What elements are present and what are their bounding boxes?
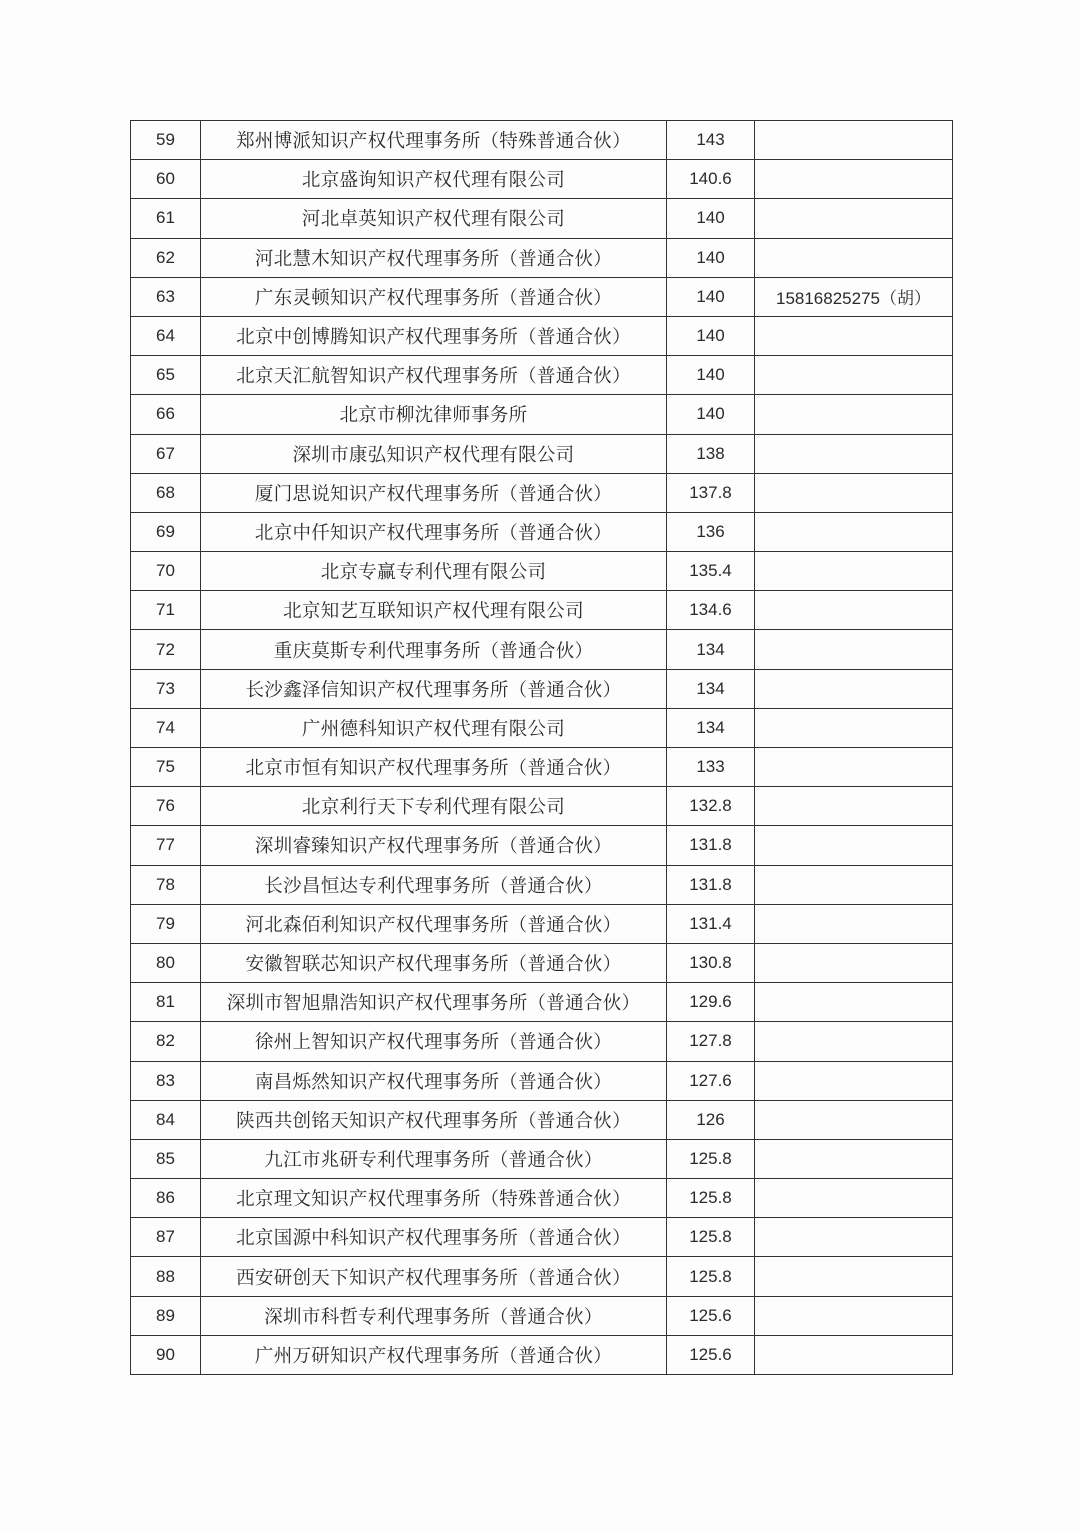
score-cell: 140.6 [667, 160, 755, 199]
rank-cell: 71 [131, 591, 201, 630]
table-row [131, 669, 953, 708]
table-row [131, 748, 953, 787]
contact-cell [755, 512, 953, 551]
contact-cell [755, 904, 953, 943]
score-cell: 125.8 [667, 1139, 755, 1178]
score-cell: 131.4 [667, 904, 755, 943]
rank-cell: 62 [131, 238, 201, 277]
contact-cell [755, 356, 953, 395]
score-cell: 137.8 [667, 473, 755, 512]
contact-cell [755, 395, 953, 434]
table-row [131, 199, 953, 238]
rank-cell: 80 [131, 943, 201, 982]
agency-name-cell: 广东灵顿知识产权代理事务所（普通合伙） [201, 277, 667, 316]
contact-cell [755, 1335, 953, 1374]
table-row [131, 1022, 953, 1061]
contact-cell [755, 1257, 953, 1296]
contact-cell [755, 943, 953, 982]
score-cell: 140 [667, 238, 755, 277]
rank-cell: 64 [131, 316, 201, 355]
table-row [131, 356, 953, 395]
score-cell: 134.6 [667, 591, 755, 630]
agency-name-cell: 北京中仟知识产权代理事务所（普通合伙） [201, 512, 667, 551]
table-row [131, 1335, 953, 1374]
score-cell: 127.6 [667, 1061, 755, 1100]
contact-cell [755, 1139, 953, 1178]
agency-name-cell: 郑州博派知识产权代理事务所（特殊普通合伙） [201, 121, 667, 160]
rank-cell: 81 [131, 983, 201, 1022]
contact-cell [755, 708, 953, 747]
score-cell: 127.8 [667, 1022, 755, 1061]
ranking-table-body [131, 121, 953, 1375]
table-row [131, 395, 953, 434]
table-row [131, 787, 953, 826]
agency-name-cell: 长沙昌恒达专利代理事务所（普通合伙） [201, 865, 667, 904]
contact-cell [755, 826, 953, 865]
contact-cell [755, 121, 953, 160]
rank-cell: 84 [131, 1100, 201, 1139]
contact-cell [755, 473, 953, 512]
agency-name-cell: 北京市柳沈律师事务所 [201, 395, 667, 434]
contact-cell [755, 1296, 953, 1335]
agency-name-cell: 深圳市科哲专利代理事务所（普通合伙） [201, 1296, 667, 1335]
contact-cell [755, 591, 953, 630]
rank-cell: 79 [131, 904, 201, 943]
contact-cell [755, 669, 953, 708]
rank-cell: 63 [131, 277, 201, 316]
rank-cell: 85 [131, 1139, 201, 1178]
contact-cell [755, 199, 953, 238]
score-cell: 134 [667, 669, 755, 708]
agency-name-cell: 北京中创博腾知识产权代理事务所（普通合伙） [201, 316, 667, 355]
rank-cell: 69 [131, 512, 201, 551]
contact-cell: 15816825275（胡） [755, 277, 953, 316]
score-cell: 138 [667, 434, 755, 473]
rank-cell: 73 [131, 669, 201, 708]
score-cell: 125.6 [667, 1335, 755, 1374]
score-cell: 125.8 [667, 1179, 755, 1218]
agency-name-cell: 陕西共创铭天知识产权代理事务所（普通合伙） [201, 1100, 667, 1139]
agency-name-cell: 长沙鑫泽信知识产权代理事务所（普通合伙） [201, 669, 667, 708]
table-row [131, 552, 953, 591]
table-row [131, 826, 953, 865]
rank-cell: 78 [131, 865, 201, 904]
ranking-table [130, 120, 953, 1375]
rank-cell: 60 [131, 160, 201, 199]
score-cell: 140 [667, 395, 755, 434]
score-cell: 143 [667, 121, 755, 160]
table-row [131, 512, 953, 551]
agency-name-cell: 广州德科知识产权代理有限公司 [201, 708, 667, 747]
contact-cell [755, 983, 953, 1022]
table-row [131, 316, 953, 355]
rank-cell: 90 [131, 1335, 201, 1374]
contact-cell [755, 865, 953, 904]
table-row [131, 865, 953, 904]
rank-cell: 74 [131, 708, 201, 747]
score-cell: 135.4 [667, 552, 755, 591]
score-cell: 125.8 [667, 1218, 755, 1257]
table-row [131, 160, 953, 199]
score-cell: 125.6 [667, 1296, 755, 1335]
rank-cell: 87 [131, 1218, 201, 1257]
contact-cell [755, 787, 953, 826]
table-row [131, 630, 953, 669]
table-row [131, 121, 953, 160]
score-cell: 133 [667, 748, 755, 787]
agency-name-cell: 深圳市智旭鼎浩知识产权代理事务所（普通合伙） [201, 983, 667, 1022]
agency-name-cell: 南昌烁然知识产权代理事务所（普通合伙） [201, 1061, 667, 1100]
score-cell: 131.8 [667, 865, 755, 904]
score-cell: 140 [667, 356, 755, 395]
score-cell: 126 [667, 1100, 755, 1139]
rank-cell: 88 [131, 1257, 201, 1296]
table-row [131, 1218, 953, 1257]
agency-name-cell: 河北卓英知识产权代理有限公司 [201, 199, 667, 238]
rank-cell: 68 [131, 473, 201, 512]
agency-name-cell: 北京国源中科知识产权代理事务所（普通合伙） [201, 1218, 667, 1257]
table-row [131, 277, 953, 316]
contact-cell [755, 1100, 953, 1139]
table-row [131, 943, 953, 982]
score-cell: 131.8 [667, 826, 755, 865]
score-cell: 129.6 [667, 983, 755, 1022]
table-row [131, 1179, 953, 1218]
rank-cell: 82 [131, 1022, 201, 1061]
rank-cell: 77 [131, 826, 201, 865]
score-cell: 140 [667, 199, 755, 238]
agency-name-cell: 北京理文知识产权代理事务所（特殊普通合伙） [201, 1179, 667, 1218]
table-row [131, 473, 953, 512]
agency-name-cell: 厦门思说知识产权代理事务所（普通合伙） [201, 473, 667, 512]
rank-cell: 59 [131, 121, 201, 160]
score-cell: 134 [667, 708, 755, 747]
agency-name-cell: 北京专赢专利代理有限公司 [201, 552, 667, 591]
score-cell: 134 [667, 630, 755, 669]
agency-name-cell: 河北森佰利知识产权代理事务所（普通合伙） [201, 904, 667, 943]
contact-cell [755, 630, 953, 669]
rank-cell: 76 [131, 787, 201, 826]
rank-cell: 89 [131, 1296, 201, 1335]
score-cell: 136 [667, 512, 755, 551]
agency-name-cell: 北京市恒有知识产权代理事务所（普通合伙） [201, 748, 667, 787]
contact-cell [755, 434, 953, 473]
table-row [131, 1296, 953, 1335]
table-row [131, 1139, 953, 1178]
agency-name-cell: 九江市兆研专利代理事务所（普通合伙） [201, 1139, 667, 1178]
rank-cell: 72 [131, 630, 201, 669]
rank-cell: 65 [131, 356, 201, 395]
table-row [131, 434, 953, 473]
score-cell: 125.8 [667, 1257, 755, 1296]
score-cell: 132.8 [667, 787, 755, 826]
table-row [131, 1061, 953, 1100]
score-cell: 140 [667, 277, 755, 316]
contact-cell [755, 238, 953, 277]
rank-cell: 66 [131, 395, 201, 434]
score-cell: 130.8 [667, 943, 755, 982]
agency-name-cell: 深圳睿臻知识产权代理事务所（普通合伙） [201, 826, 667, 865]
agency-name-cell: 北京天汇航智知识产权代理事务所（普通合伙） [201, 356, 667, 395]
rank-cell: 67 [131, 434, 201, 473]
agency-name-cell: 徐州上智知识产权代理事务所（普通合伙） [201, 1022, 667, 1061]
agency-name-cell: 西安研创天下知识产权代理事务所（普通合伙） [201, 1257, 667, 1296]
agency-name-cell: 北京知艺互联知识产权代理有限公司 [201, 591, 667, 630]
table-row [131, 238, 953, 277]
contact-cell [755, 160, 953, 199]
contact-cell [755, 1179, 953, 1218]
rank-cell: 83 [131, 1061, 201, 1100]
agency-name-cell: 重庆莫斯专利代理事务所（普通合伙） [201, 630, 667, 669]
contact-cell [755, 1061, 953, 1100]
agency-name-cell: 广州万研知识产权代理事务所（普通合伙） [201, 1335, 667, 1374]
agency-name-cell: 安徽智联芯知识产权代理事务所（普通合伙） [201, 943, 667, 982]
score-cell: 140 [667, 316, 755, 355]
rank-cell: 86 [131, 1179, 201, 1218]
rank-cell: 70 [131, 552, 201, 591]
agency-name-cell: 河北慧木知识产权代理事务所（普通合伙） [201, 238, 667, 277]
table-row [131, 591, 953, 630]
table-row [131, 904, 953, 943]
contact-cell [755, 1218, 953, 1257]
contact-cell [755, 552, 953, 591]
contact-cell [755, 748, 953, 787]
contact-cell [755, 316, 953, 355]
rank-cell: 75 [131, 748, 201, 787]
contact-cell [755, 1022, 953, 1061]
table-row [131, 1257, 953, 1296]
table-row [131, 708, 953, 747]
table-row [131, 983, 953, 1022]
agency-name-cell: 北京盛询知识产权代理有限公司 [201, 160, 667, 199]
table-row [131, 1100, 953, 1139]
agency-name-cell: 北京利行天下专利代理有限公司 [201, 787, 667, 826]
agency-name-cell: 深圳市康弘知识产权代理有限公司 [201, 434, 667, 473]
rank-cell: 61 [131, 199, 201, 238]
